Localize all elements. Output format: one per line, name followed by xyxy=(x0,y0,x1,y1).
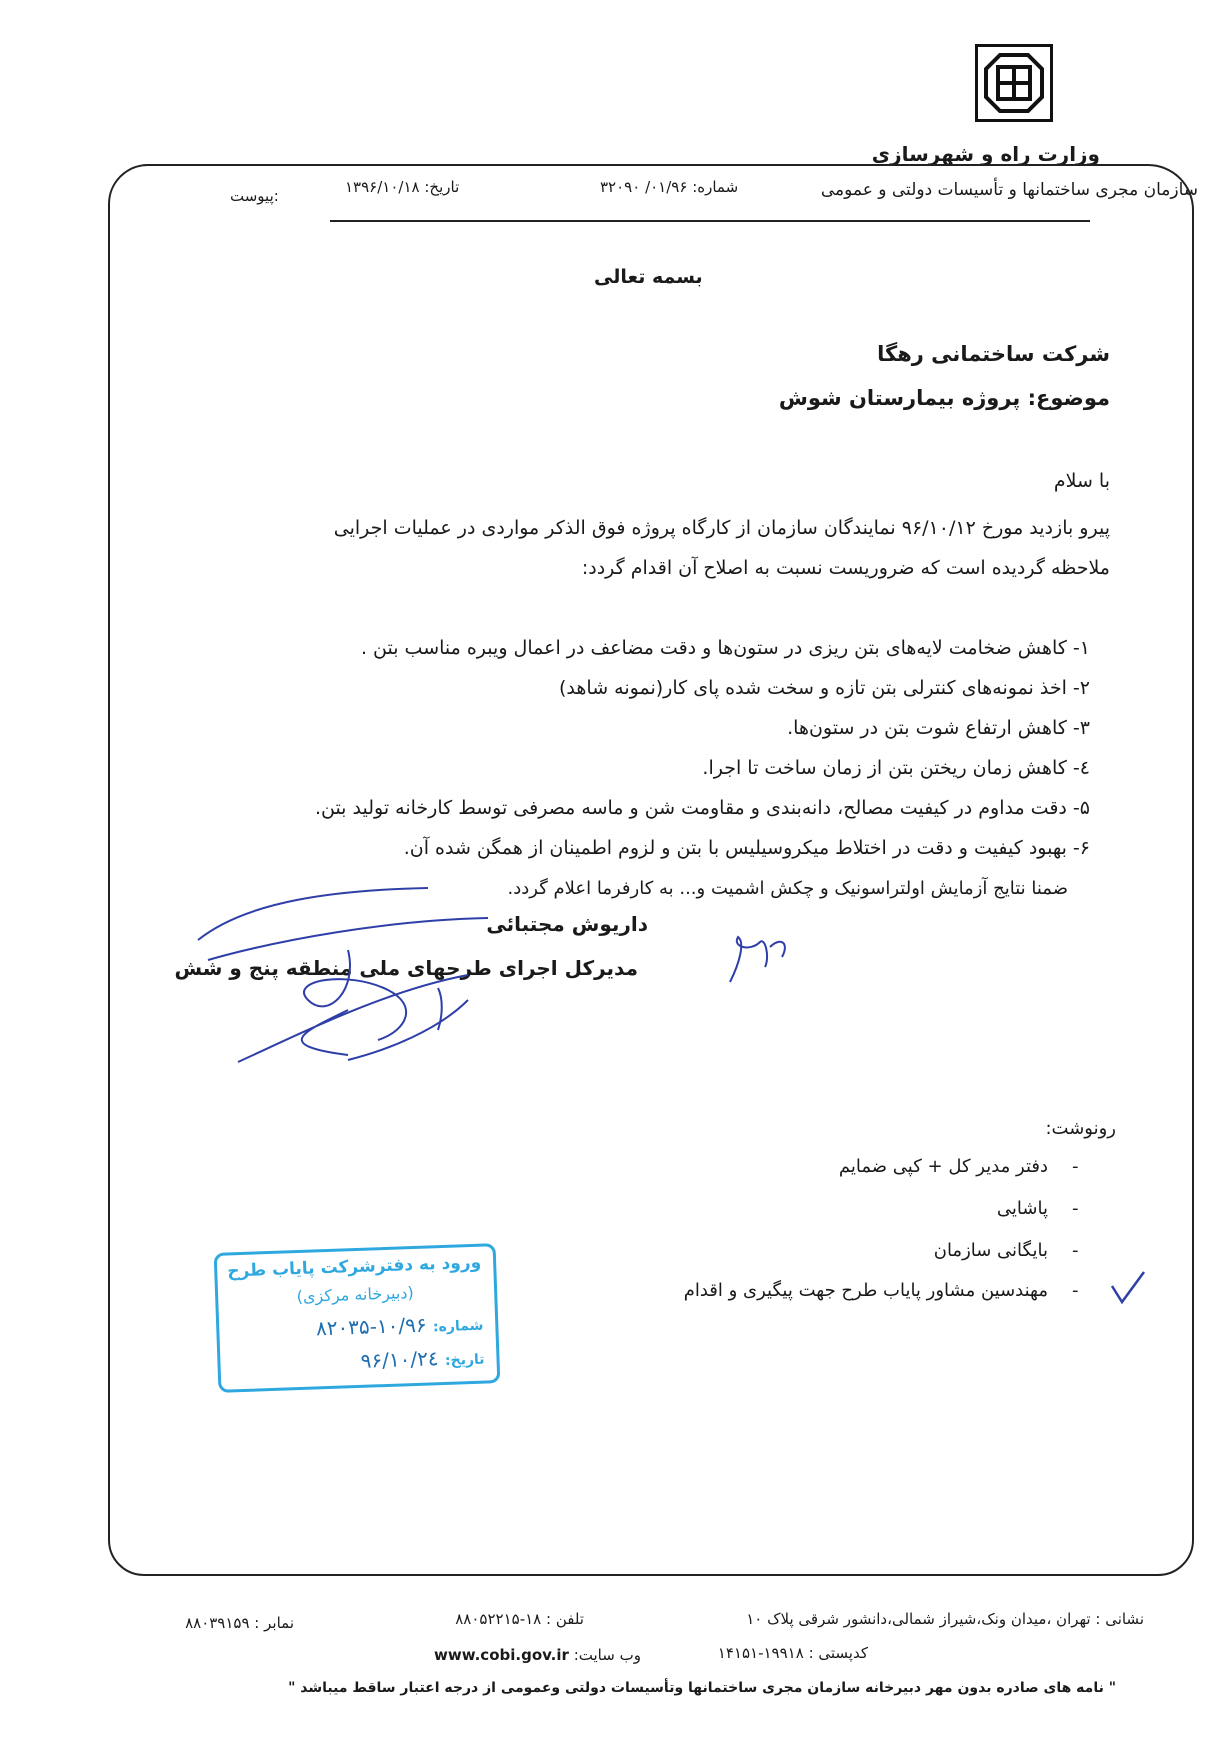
letter-date xyxy=(345,178,459,196)
list-item: ۶- بهبود کیفیت و دقت در اختلاط میکروسیلیس با بتن و لزوم اطمینان از همگن شده آن. xyxy=(403,837,1090,859)
initials-signature xyxy=(720,922,800,992)
cc-item: بایگانی سازمان xyxy=(933,1240,1048,1261)
letter-number xyxy=(600,178,738,196)
attachment-label: پیوست: xyxy=(230,187,279,205)
footer-phone: تلفن : ۱۸-۸۸۰۵۲۲۱۵ xyxy=(455,1610,584,1628)
postscript: ضمنا نتایج آزمایش اولتراسونیک و چکش اشمیت و... به کارفرما اعلام گردد. xyxy=(507,878,1068,899)
list-item: ۱- کاهش ضخامت لایه‌های بتن ریزی در ستون‌ها و دقت مضاعف در اعمال ویبره مناسب بتن . xyxy=(360,637,1090,659)
cc-bullet: - xyxy=(1072,1240,1079,1261)
greeting: با سلام xyxy=(1053,470,1110,492)
octagon-window-icon xyxy=(978,47,1050,119)
ministry-logo xyxy=(975,44,1053,122)
footer-disclaimer: " نامه های صادره بدون مهر دبیرخانه سازمان مجری ساختمانها وتأسیسات دولتی وعمومی از درجه اعتبار ساقط میباشد " xyxy=(288,1680,1116,1696)
signatory-name: داریوش مجتبائی xyxy=(486,912,648,936)
date-value: ۱۳۹۶/۱۰/۱۸ xyxy=(345,178,420,196)
subject: موضوع: پروژه بیمارستان شوش xyxy=(778,386,1110,410)
cc-item: پاشایی xyxy=(996,1198,1048,1219)
cc-item: مهندسین مشاور پایاب طرح جهت پیگیری و اقدام xyxy=(683,1280,1048,1301)
website-label: وب سایت: xyxy=(573,1646,641,1664)
list-item: ٤- کاهش زمان ریختن بتن از زمان ساخت تا اجرا. xyxy=(702,757,1090,779)
receipt-stamp xyxy=(214,1243,501,1393)
footer-postal-code: کدپستی : ۱۹۹۱۸-۱۴۱۵۱ xyxy=(717,1644,868,1662)
recipient: شرکت ساختمانی رهگا xyxy=(877,342,1110,366)
stamp-subtitle: (دبیرخانه مرکزی) xyxy=(296,1283,414,1307)
stamp-title: ورود به دفترشرکت پایاب طرح xyxy=(226,1252,482,1282)
list-item: ۵- دقت مداوم در کیفیت مصالح، دانه‌بندی و مقاومت شن و ماسه مصرفی توسط کارخانه تولید بتن. xyxy=(314,797,1090,819)
footer-fax: نمابر : ۸۸۰۳۹۱۵۹ xyxy=(185,1614,294,1632)
cc-label: رونوشت: xyxy=(1045,1118,1116,1139)
cc-item: دفتر مدیر کل + کپی ضمایم xyxy=(838,1156,1048,1177)
number-value: ۰۱/۹۶/ ۳۲۰۹۰ xyxy=(600,178,688,196)
list-item: ۲- اخذ نمونه‌های کنترلی بتن تازه و سخت شده پای کار(نمونه شاهد) xyxy=(559,677,1090,699)
intro-line-1: پیرو بازدید مورخ ۹۶/۱۰/۱۲ نمایندگان سازمان از کارگاه پروژه فوق الذکر مواردی در عملیات اجرایی xyxy=(333,517,1110,539)
intro-line-2: ملاحظه گردیده است که ضروریست نسبت به اصلاح آن اقدام گردد: xyxy=(581,557,1110,579)
signatory-title: مدیرکل اجرای طرحهای ملی منطقه پنج و شش xyxy=(174,956,638,980)
stamp-number-value: ۱۰/۹۶-۸۲۰۳۵ xyxy=(315,1312,427,1341)
date-label: تاریخ: xyxy=(424,178,460,196)
cc-bullet: - xyxy=(1072,1156,1079,1177)
footer-address: نشانی : تهران ،میدان ونک،شیراز شمالی،دانشور شرقی پلاک ۱۰ xyxy=(746,1610,1144,1628)
website-url[interactable]: www.cobi.gov.ir xyxy=(434,1646,569,1664)
stamp-number-label: شماره: xyxy=(432,1317,484,1336)
cc-bullet: - xyxy=(1072,1198,1079,1219)
cc-bullet: - xyxy=(1072,1280,1079,1301)
checkmark-icon xyxy=(1108,1268,1148,1308)
stamp-date-value: ۹۶/۱۰/۲٤ xyxy=(360,1346,439,1373)
stamp-date xyxy=(230,1345,485,1378)
stamp-number xyxy=(229,1311,484,1344)
list-item: ۳- کاهش ارتفاع شوت بتن در ستون‌ها. xyxy=(787,717,1090,739)
footer-website xyxy=(434,1646,641,1664)
invocation: بسمه تعالی xyxy=(594,266,703,288)
signature-scribble xyxy=(188,880,568,1070)
ministry-name: وزارت راه و شهرسازی xyxy=(871,142,1100,166)
stamp-date-label: تاریخ: xyxy=(444,1351,485,1369)
header-rule xyxy=(330,220,1090,222)
number-label: شماره: xyxy=(692,178,739,196)
organization-name: سازمان مجری ساختمانها و تأسیسات دولتی و عمومی xyxy=(820,180,1198,200)
